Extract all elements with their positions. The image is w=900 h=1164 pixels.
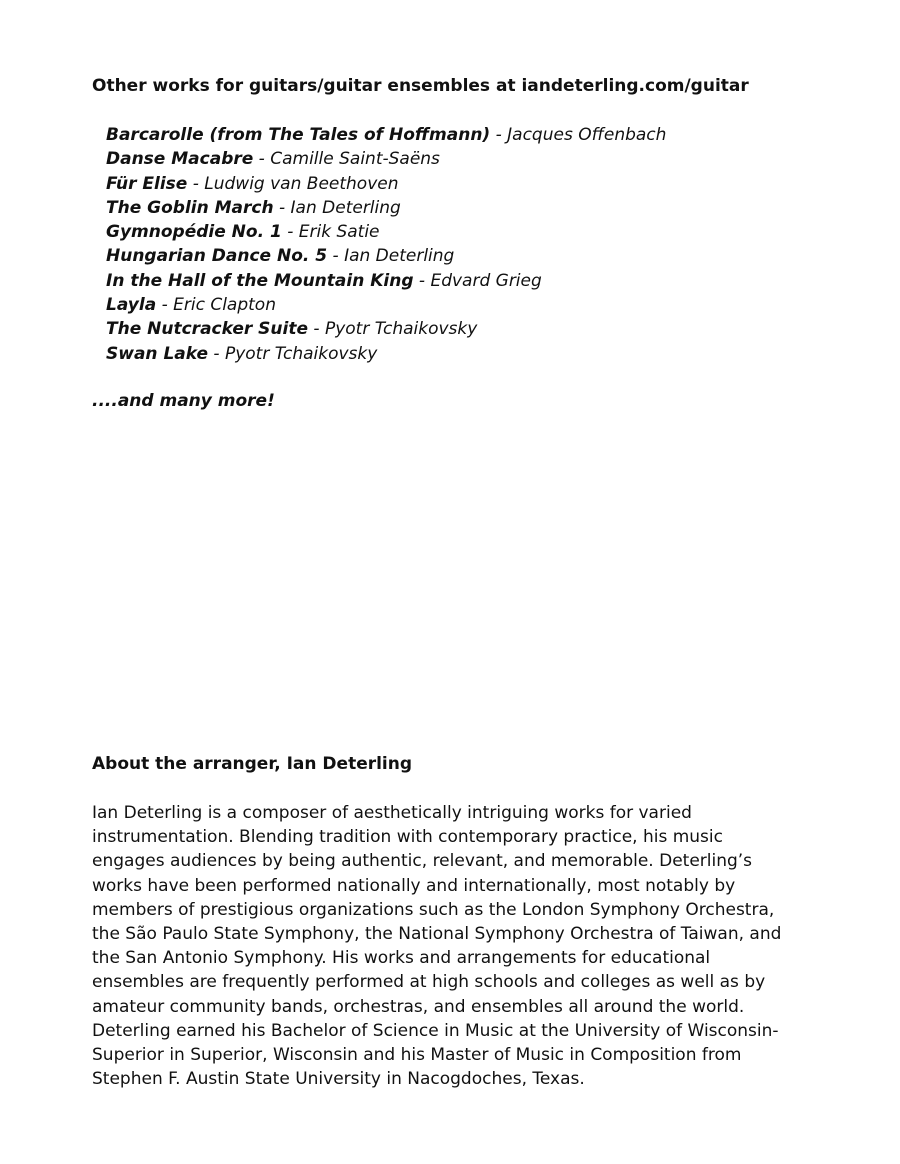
- list-item: [106, 220, 666, 244]
- work-composer: Ian Deterling: [344, 246, 455, 267]
- work-composer: Jacques Offenbach: [507, 125, 667, 145]
- work-title: In the Hall of the Mountain King: [106, 270, 414, 291]
- work-title: The Goblin March: [106, 197, 274, 218]
- work-title: The Nutcracker Suite: [106, 319, 308, 340]
- separator: -: [156, 295, 174, 316]
- work-composer: Camille Saint-Saëns: [270, 149, 440, 170]
- work-composer: Eric Clapton: [173, 295, 276, 316]
- work-title: Swan Lake: [106, 343, 208, 364]
- separator: -: [273, 197, 291, 218]
- and-many-more-text: ....and many more!: [92, 391, 275, 411]
- works-list: [106, 123, 666, 366]
- list-item: [106, 269, 666, 293]
- list-item: [106, 172, 666, 196]
- separator: -: [207, 343, 225, 364]
- work-composer: Edvard Grieg: [430, 270, 542, 291]
- list-item: [106, 317, 666, 341]
- work-composer: Pyotr Tchaikovsky: [324, 319, 478, 340]
- separator: -: [413, 270, 431, 291]
- list-item: [106, 123, 666, 147]
- work-composer: Erik Satie: [298, 222, 380, 243]
- work-title: Hungarian Dance No. 5: [106, 246, 328, 267]
- separator: -: [490, 125, 508, 145]
- work-title: Barcarolle (from The Tales of Hoffmann): [106, 125, 491, 145]
- arranger-bio: Ian Deterling is a composer of aesthetically intriguing works for varied instrumentation. Blending tradition with contemporary practice, his music engages audiences by being authentic, relevant, and memorable. Deterling’s works have been performed nationally and internationally, most notably by members of prestigious organizations such as the London Symphony Orchestra, the São Paulo State Symphony, the National Symphony Orchestra of Taiwan, and the San Antonio Symphony. His works and arrangements for educational ensembles are frequently performed at high schools and colleges as well as by amateur community bands, orchestras, and ensembles all around the world. Deterling earned his Bachelor of Science in Music at the University of Wisconsin-Superior in Superior, Wisconsin and his Master of Music in Composition from Stephen F. Austin State University in Nacogdoches, Texas.: [92, 803, 782, 1090]
- list-item: [106, 196, 666, 220]
- work-title: Für Elise: [106, 173, 188, 194]
- other-works-heading: Other works for guitars/guitar ensembles at iandeterling.com/guitar: [92, 76, 749, 96]
- work-composer: Ludwig van Beethoven: [204, 173, 399, 194]
- list-item: [106, 147, 666, 171]
- list-item: [106, 293, 666, 317]
- work-title: Gymnopédie No. 1: [106, 222, 282, 243]
- separator: -: [327, 246, 345, 267]
- work-title: Layla: [106, 295, 157, 316]
- work-composer: Ian Deterling: [290, 197, 401, 218]
- separator: -: [281, 222, 299, 243]
- about-arranger-heading: About the arranger, Ian Deterling: [92, 754, 413, 774]
- separator: -: [187, 173, 205, 194]
- separator: -: [307, 319, 325, 340]
- list-item: [106, 244, 666, 268]
- separator: -: [253, 149, 271, 170]
- work-composer: Pyotr Tchaikovsky: [224, 343, 378, 364]
- work-title: Danse Macabre: [106, 149, 254, 170]
- list-item: [106, 342, 666, 366]
